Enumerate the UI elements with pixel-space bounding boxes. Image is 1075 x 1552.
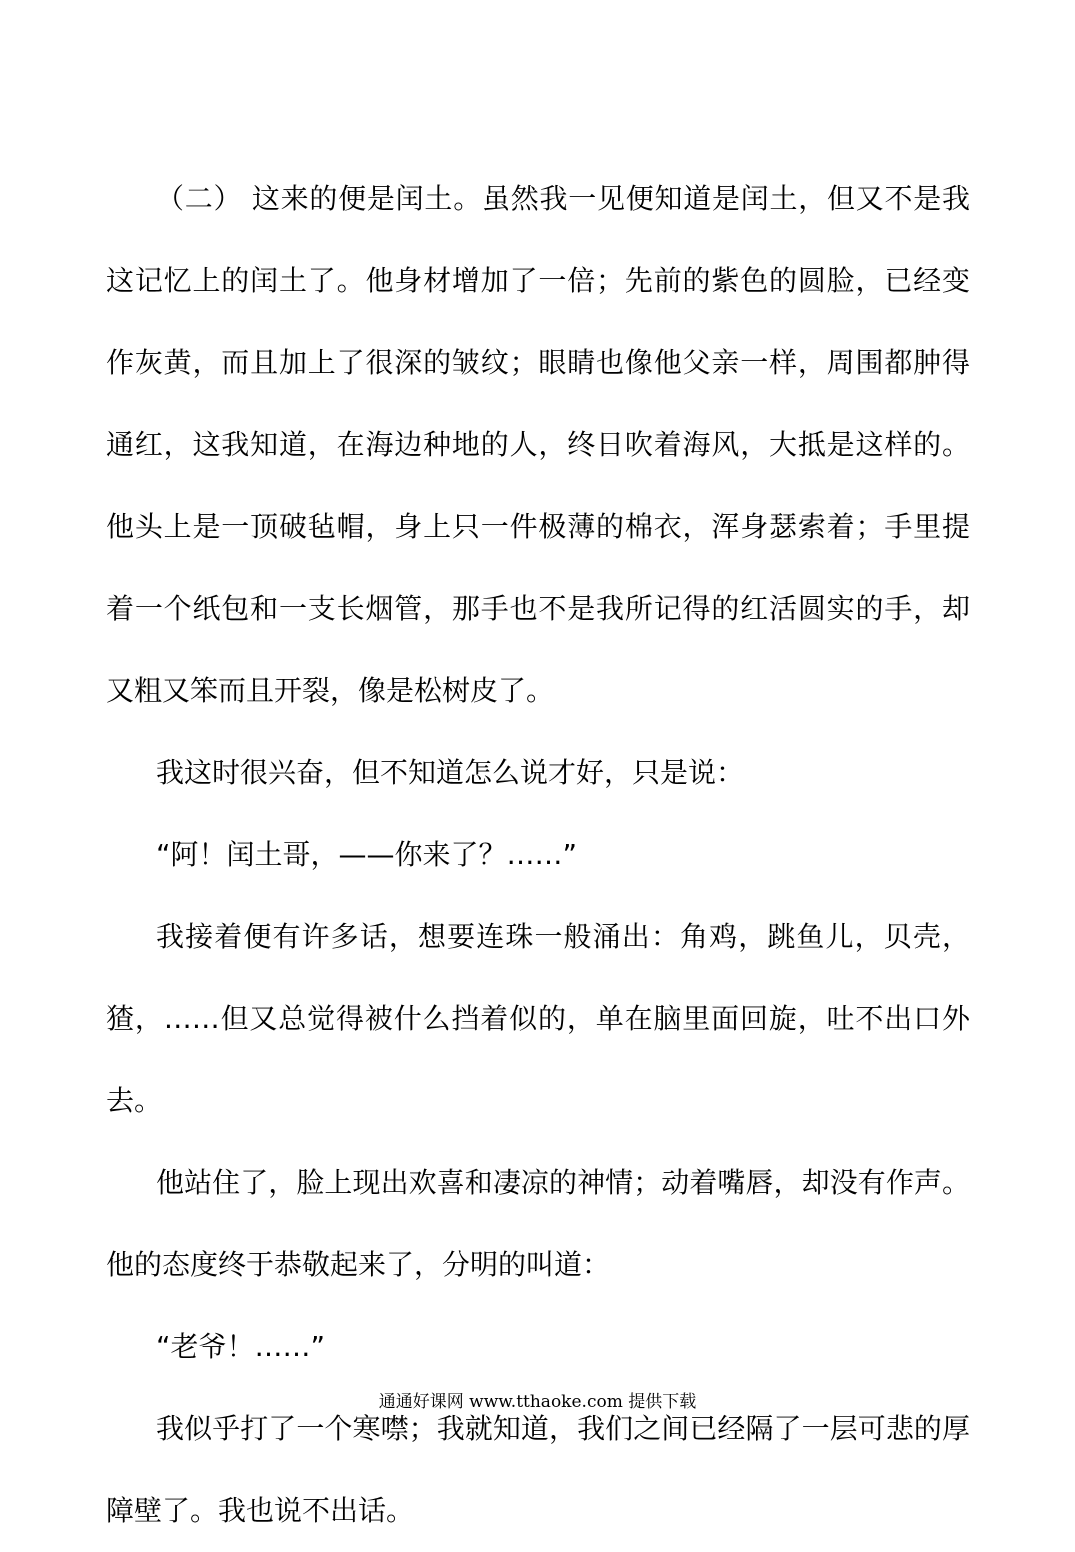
footer-source-text: 通通好课网 www.tthaoke.com 提供下载 [378,1392,697,1412]
document-body [106,158,970,1552]
paragraph-runtu-respectful: 他站住了，脸上现出欢喜和凄凉的神情；动着嘴唇，却没有作声。他的态度终于恭敬起来了，分明的叫道： [106,1166,970,1281]
paragraph-excited: 我这时很兴奋，但不知道怎么说才好，只是说： [156,756,745,789]
paragraph-barrier: 我似乎打了一个寒噤；我就知道，我们之间已经隔了一层可悲的厚障壁了。我也说不出话。 [106,1412,970,1527]
paragraph-many-words: 我接着便有许多话，想要连珠一般涌出：角鸡，跳鱼儿，贝壳，猹，……但又总觉得被什么挡着似的，单在脑里面回旋，吐不出口外去。 [106,920,970,1117]
paragraph-master-quote: “老爷！……” [156,1330,326,1363]
paragraph-runtu-description: （二） 这来的便是闰土。虽然我一见便知道是闰土，但又不是我这记忆上的闰土了。他身材增加了一倍；先前的紫色的圆脸，已经变作灰黄，而且加上了很深的皱纹；眼睛也像他父亲一样，周围都肿得通红，这我知道，在海边种地的人，终日吹着海风，大抵是这样的。他头上是一顶破毡帽，身上只一件极薄的棉衣，浑身瑟索着；手里提着一个纸包和一支长烟管，那手也不是我所记得的红活圆实的手，却又粗又笨而且开裂，像是松树皮了。 [106,182,970,707]
paragraph-greeting-quote: “阿！闰土哥，——你来了？……” [156,838,578,871]
